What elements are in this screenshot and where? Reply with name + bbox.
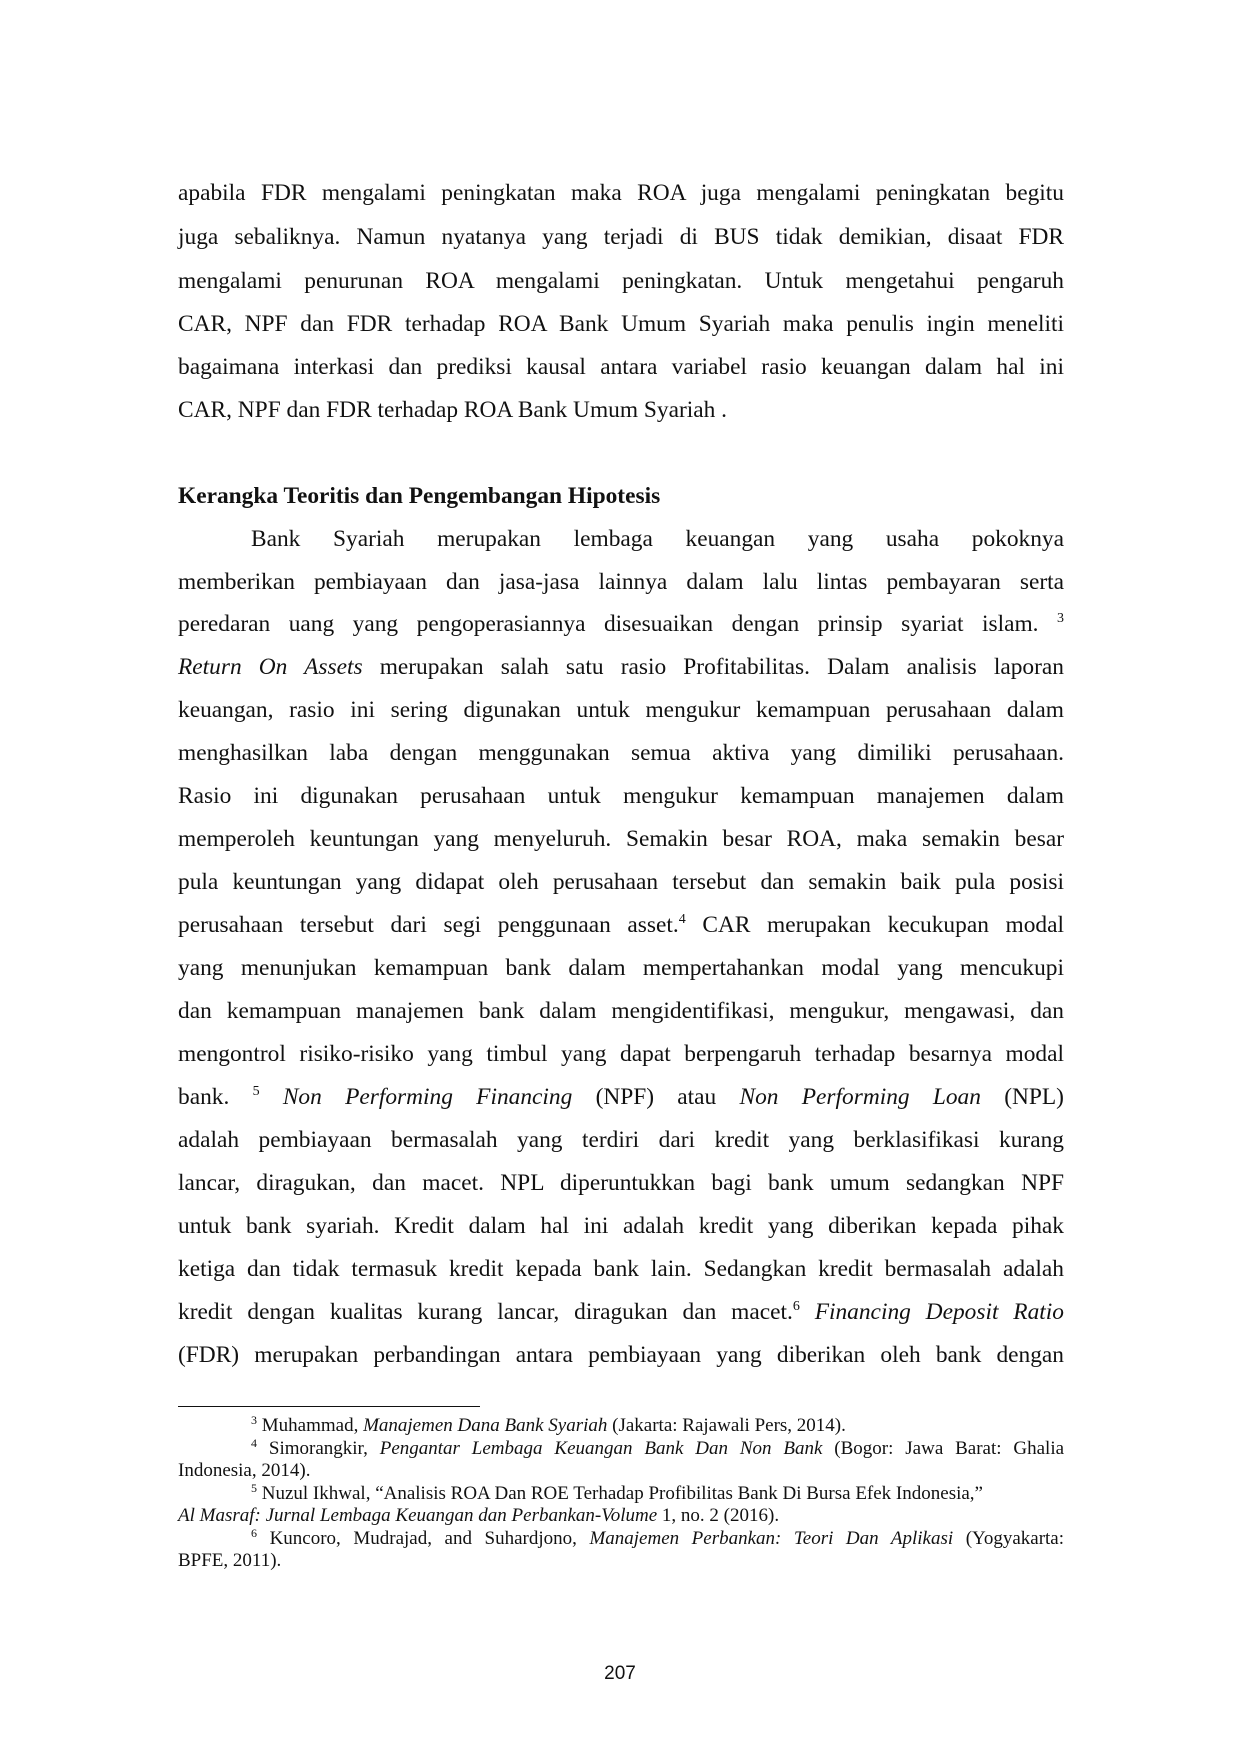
body-text: peredaran uang yang pengoperasiannya disesuaikan dengan prinsip syariat islam.	[178, 611, 1039, 637]
body-line	[178, 910, 1064, 940]
footnote-title: Manajemen Dana Bank Syariah	[363, 1415, 608, 1436]
footnote-ref: 5	[252, 1084, 260, 1099]
body-line: apabila FDR mengalami peningkatan maka ROA juga mengalami peningkatan begitu	[178, 180, 1064, 206]
footnote-text: Simorangkir,	[268, 1438, 368, 1459]
body-line: (FDR) merupakan perbandingan antara pembiayaan yang diberikan oleh bank dengan	[178, 1342, 1064, 1368]
italic-term: Non Performing Loan	[739, 1084, 981, 1110]
body-line: CAR, NPF dan FDR terhadap ROA Bank Umum Syariah .	[178, 397, 728, 423]
body-line: Bank Syariah merupakan lembaga keuangan yang usaha pokoknya	[251, 526, 1064, 552]
footnote-5-cont	[178, 1506, 1064, 1526]
body-line: CAR, NPF dan FDR terhadap ROA Bank Umum Syariah maka penulis ingin meneliti	[178, 311, 1064, 337]
body-line: menghasilkan laba dengan menggunakan semua aktiva yang dimiliki perusahaan.	[178, 740, 1064, 766]
footnote-separator	[178, 1406, 480, 1407]
body-text: (NPL)	[1004, 1084, 1064, 1110]
footnote-number: 6	[251, 1526, 257, 1540]
body-text: perusahaan tersebut dari segi penggunaan asset.	[178, 912, 679, 938]
footnote-title: Pengantar Lembaga Keuangan Bank Dan Non Bank	[379, 1438, 823, 1459]
footnote-5	[251, 1481, 1064, 1504]
body-line: pula keuntungan yang didapat oleh perusahaan tersebut dan semakin baik pula posisi	[178, 869, 1064, 895]
footnote-ref: 6	[792, 1299, 800, 1314]
page-number: 207	[604, 1663, 636, 1684]
footnote-text: Nuzul Ikhwal, “Analisis ROA Dan ROE Terhadap Profibilitas Bank Di Bursa Efek Indonesia,”	[261, 1483, 983, 1504]
footnote-text: (Jakarta: Rajawali Pers, 2014).	[612, 1415, 846, 1436]
footnote-number: 5	[251, 1481, 257, 1495]
body-line: memberikan pembiayaan dan jasa-jasa lainnya dalam lalu lintas pembayaran serta	[178, 569, 1064, 595]
body-line	[178, 1082, 1064, 1112]
body-line: mengontrol risiko-risiko yang timbul yang dapat berpengaruh terhadap besarnya modal	[178, 1041, 1064, 1067]
footnote-4-cont: Indonesia, 2014).	[178, 1460, 311, 1481]
footnote-title: Al Masraf: Jurnal Lembaga Keuangan dan Perbankan-Volume	[178, 1505, 658, 1526]
body-line: ketiga dan tidak termasuk kredit kepada bank lain. Sedangkan kredit bermasalah adalah	[178, 1256, 1064, 1282]
footnote-6-cont: BPFE, 2011).	[178, 1550, 282, 1571]
body-line	[178, 652, 1064, 682]
footnote-4	[251, 1436, 1065, 1459]
footnote-text: (Yogyakarta:	[965, 1528, 1065, 1549]
body-line: adalah pembiayaan bermasalah yang terdiri dari kredit yang berklasifikasi kurang	[178, 1127, 1064, 1153]
body-text: CAR merupakan kecukupan modal	[702, 912, 1064, 938]
section-heading: Kerangka Teoritis dan Pengembangan Hipotesis	[178, 483, 661, 509]
body-line: untuk bank syariah. Kredit dalam hal ini adalah kredit yang diberikan kepada pihak	[178, 1213, 1064, 1239]
italic-term: Non Performing Financing	[282, 1084, 573, 1110]
body-line: juga sebaliknya. Namun nyatanya yang terjadi di BUS tidak demikian, disaat FDR	[178, 224, 1064, 250]
footnote-number: 3	[251, 1413, 257, 1427]
body-text: kredit dengan kualitas kurang lancar, diragukan dan macet.	[178, 1299, 793, 1325]
footnote-text: (Bogor: Jawa Barat: Ghalia	[834, 1438, 1065, 1459]
body-line	[178, 609, 1064, 639]
body-text: merupakan salah satu rasio Profitabilitas. Dalam analisis laporan	[379, 654, 1064, 680]
body-line: mengalami penurunan ROA mengalami peningkatan. Untuk mengetahui pengaruh	[178, 268, 1064, 294]
footnote-6	[251, 1526, 1065, 1549]
footnote-text: Muhammad,	[261, 1415, 359, 1436]
footnote-ref: 3	[1057, 611, 1064, 626]
body-line	[178, 1297, 1064, 1327]
footnote-3	[251, 1413, 1064, 1436]
footnote-number: 4	[251, 1436, 257, 1450]
body-line: dan kemampuan manajemen bank dalam mengidentifikasi, mengukur, mengawasi, dan	[178, 998, 1064, 1024]
body-line: Rasio ini digunakan perusahaan untuk mengukur kemampuan manajemen dalam	[178, 783, 1064, 809]
italic-term: Return On Assets	[178, 654, 363, 680]
body-line: lancar, diragukan, dan macet. NPL diperuntukkan bagi bank umum sedangkan NPF	[178, 1170, 1064, 1196]
footnote-title: Manajemen Perbankan: Teori Dan Aplikasi	[589, 1528, 954, 1549]
italic-term: Financing Deposit Ratio	[814, 1299, 1064, 1325]
footnote-text: 1, no. 2 (2016).	[661, 1505, 780, 1526]
footnote-ref: 4	[678, 912, 686, 927]
body-line: keuangan, rasio ini sering digunakan untuk mengukur kemampuan perusahaan dalam	[178, 697, 1064, 723]
body-text: (NPF) atau	[595, 1084, 717, 1110]
body-line: bagaimana interkasi dan prediksi kausal antara variabel rasio keuangan dalam hal ini	[178, 354, 1064, 380]
body-line: memperoleh keuntungan yang menyeluruh. Semakin besar ROA, maka semakin besar	[178, 826, 1064, 852]
body-text: bank.	[178, 1084, 230, 1110]
body-line: yang menunjukan kemampuan bank dalam mempertahankan modal yang mencukupi	[178, 955, 1064, 981]
footnote-text: Kuncoro, Mudrajad, and Suhardjono,	[269, 1528, 577, 1549]
